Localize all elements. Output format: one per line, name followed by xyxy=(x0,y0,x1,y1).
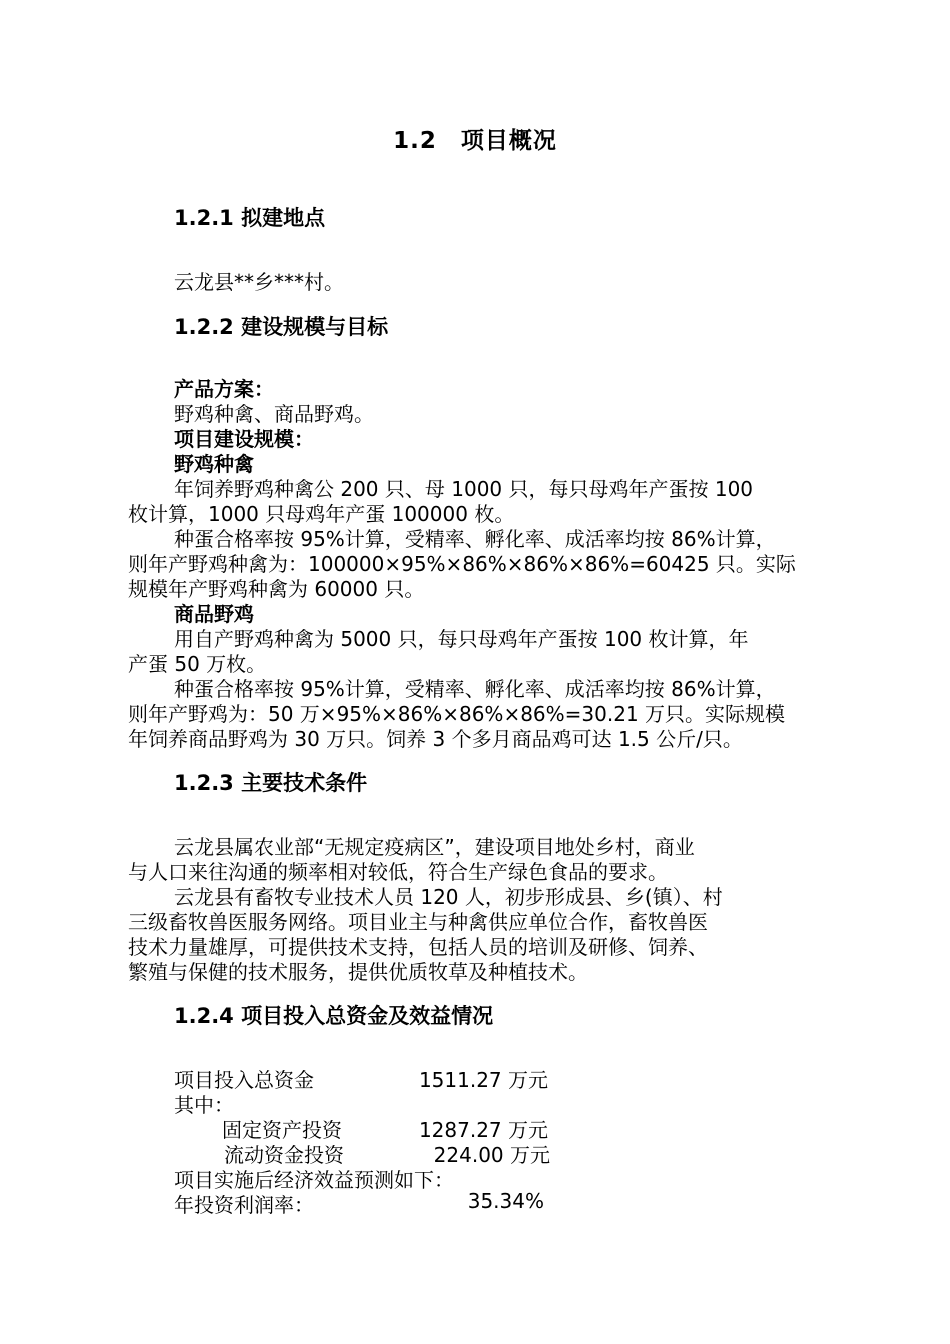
breeder-p1-line: 枚计算，1000 只母鸡年产蛋 100000 枚。 xyxy=(128,502,515,526)
tech-p2-line: 繁殖与保健的技术服务，提供优质牧草及种植技术。 xyxy=(128,960,588,984)
commercial-p1-line: 用自产野鸡种禽为 5000 只，每只母鸡年产蛋按 100 枚计算，年 xyxy=(174,627,749,651)
product-plan-text: 野鸡种禽、商品野鸡。 xyxy=(174,402,374,426)
page-title: 1.2 项目概况 xyxy=(393,128,557,154)
tech-p1-line: 与人口来往沟通的频率相对较低，符合生产绿色食品的要求。 xyxy=(128,860,668,884)
commercial-label: 商品野鸡 xyxy=(174,602,254,626)
forecast-label: 项目实施后经济效益预测如下： xyxy=(174,1168,454,1192)
commercial-p2-line: 种蛋合格率按 95%计算，受精率、孵化率、成活率均按 86%计算， xyxy=(174,677,776,701)
tech-p2-line: 技术力量雄厚，可提供技术支持，包括人员的培训及研修、饲养、 xyxy=(128,935,708,959)
commercial-p2-line: 则年产野鸡为：50 万×95%×86%×86%×86%=30.21 万只。实际规模 xyxy=(128,702,786,726)
breeder-p2-line: 种蛋合格率按 95%计算，受精率、孵化率、成活率均按 86%计算， xyxy=(174,527,776,551)
location-text: 云龙县**乡***村。 xyxy=(174,270,344,294)
section-heading-location: 1.2.1 拟建地点 xyxy=(174,206,326,230)
roi-label: 年投资利润率： xyxy=(174,1193,314,1217)
working-capital-label: 流动资金投资 xyxy=(224,1143,344,1167)
build-scale-label: 项目建设规模： xyxy=(174,427,314,451)
breeder-label: 野鸡种禽 xyxy=(174,452,254,476)
breeder-p2-line: 则年产野鸡种禽为：100000×95%×86%×86%×86%=60425 只。实际 xyxy=(128,552,796,576)
commercial-p2-line: 年饲养商品野鸡为 30 万只。饲养 3 个多月商品鸡可达 1.5 公斤/只。 xyxy=(128,727,743,751)
total-investment-value: 1511.27 万元 xyxy=(418,1068,548,1092)
working-capital-value: 224.00 万元 xyxy=(433,1143,550,1167)
tech-p2-line: 三级畜牧兽医服务网络。项目业主与种禽供应单位合作，畜牧兽医 xyxy=(128,910,708,934)
section-heading-investment: 1.2.4 项目投入总资金及效益情况 xyxy=(174,1004,494,1028)
fixed-asset-value: 1287.27 万元 xyxy=(418,1118,548,1142)
total-investment-label: 项目投入总资金 xyxy=(174,1068,314,1092)
section-heading-tech: 1.2.3 主要技术条件 xyxy=(174,771,368,795)
commercial-p1-line: 产蛋 50 万枚。 xyxy=(128,652,267,676)
breeder-p1-line: 年饲养野鸡种禽公 200 只、母 1000 只，每只母鸡年产蛋按 100 xyxy=(174,477,754,501)
section-heading-scale: 1.2.2 建设规模与目标 xyxy=(174,315,389,339)
breeder-p2-line: 规模年产野鸡种禽为 60000 只。 xyxy=(128,577,425,601)
fixed-asset-label: 固定资产投资 xyxy=(222,1118,342,1142)
roi-value: 35.34% xyxy=(467,1189,544,1213)
among-label: 其中： xyxy=(174,1093,234,1117)
tech-p1-line: 云龙县属农业部“无规定疫病区”，建设项目地处乡村，商业 xyxy=(174,835,695,859)
product-plan-label: 产品方案： xyxy=(174,377,274,401)
tech-p2-line: 云龙县有畜牧专业技术人员 120 人，初步形成县、乡(镇）、村 xyxy=(174,885,723,909)
